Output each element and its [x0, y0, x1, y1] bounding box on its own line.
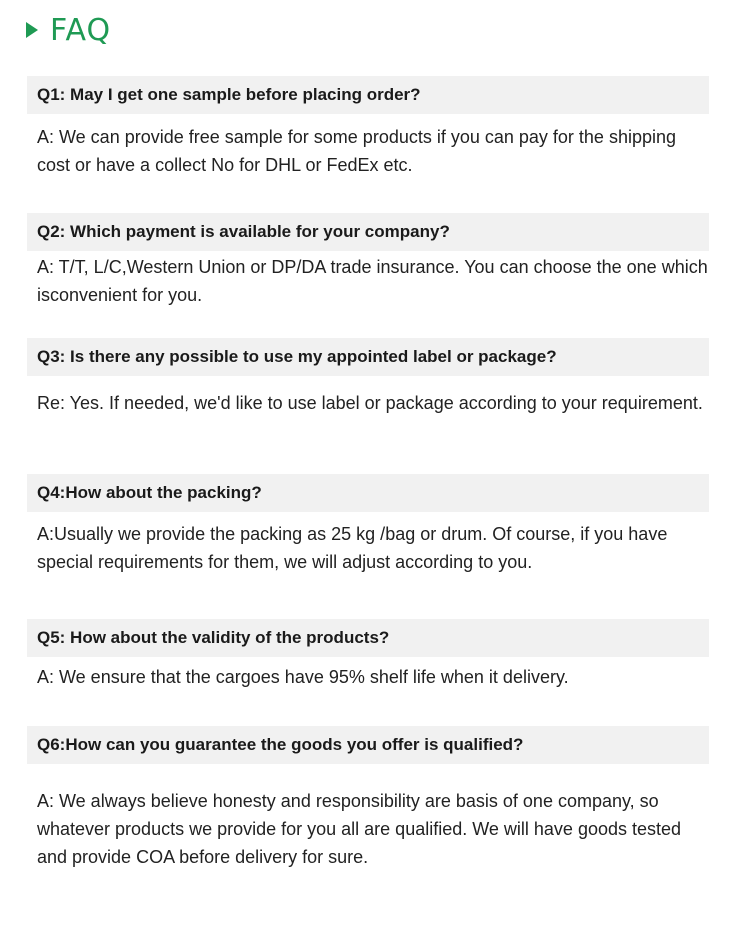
faq-question-2: Q2: Which payment is available for your company?	[27, 213, 709, 251]
page-title: FAQ	[50, 12, 112, 48]
faq-question-4: Q4:How about the packing?	[27, 474, 709, 512]
play-triangle-icon	[26, 22, 38, 38]
faq-header	[26, 8, 111, 52]
faq-question-6: Q6:How can you guarantee the goods you offer is qualified?	[27, 726, 709, 764]
faq-answer-1: A: We can provide free sample for some products if you can pay for the shipping cost or have a collect No for DHL or FedEx etc.	[37, 127, 676, 175]
faq-answer-6: A: We always believe honesty and responsibility are basis of one company, so whatever products we provide for you all are qualified. We will have goods tested and provide COA before delivery for sure.	[37, 791, 682, 867]
faq-answer-2: A: T/T, L/C,Western Union or DP/DA trade insurance. You can choose the one which isconvenient for you.	[37, 257, 708, 305]
faq-question-3: Q3: Is there any possible to use my appointed label or package?	[27, 338, 709, 376]
faq-question-5: Q5: How about the validity of the products?	[27, 619, 709, 657]
faq-answer-5: A: We ensure that the cargoes have 95% shelf life when it delivery.	[37, 667, 569, 687]
faq-answer-4: A:Usually we provide the packing as 25 kg /bag or drum. Of course, if you have special requirements for them, we will adjust according to you.	[37, 524, 668, 572]
faq-answer-3: Re: Yes. If needed, we'd like to use label or package according to your requirement.	[37, 393, 703, 413]
faq-question-1: Q1: May I get one sample before placing order?	[27, 76, 709, 114]
